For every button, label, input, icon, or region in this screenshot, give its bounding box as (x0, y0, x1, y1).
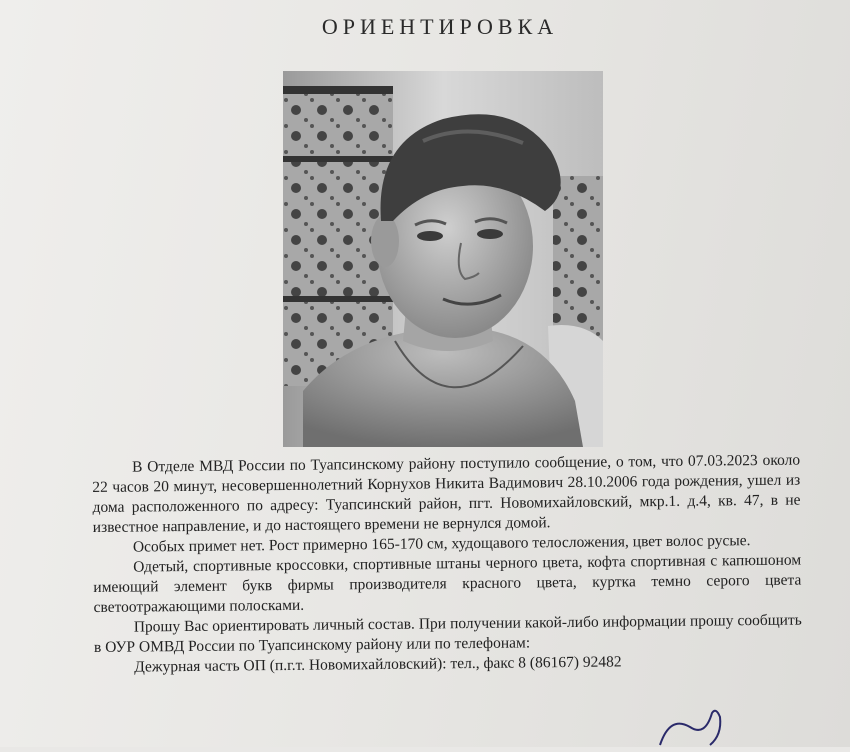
paragraph-incident: В Отделе МВД России по Туапсинскому району поступило сообщение, о том, что 07.03.2023 около 22 часов 20 минут, несовершеннолетний Корнухов Никита Вадимович 28.10.2006 года рождения, ушел из дома расположенного по адресу: Туапсинский район, пгт. Новомихайловский, мкр.1. д.4, кв. 47, в не известное направление, и до настоящего времени не вернулся домой. (92, 451, 801, 536)
missing-person-photo (283, 71, 603, 447)
paragraph-clothing: Одетый, спортивные кроссовки, спортивные штаны черного цвета, кофта спортивная с капюшоном имеющий элемент букв фирмы производителя красного цвета, куртка темно серого цвета светоотражающими полосками. (93, 551, 802, 616)
paragraph-contact: Дежурная часть ОП (п.г.т. Новомихайловский): тел., факс 8 (86167) 92482 (134, 653, 622, 676)
notice-body (92, 451, 802, 678)
paragraph-description: Особых примет нет. Рост примерно 165-170 см, худощавого телосложения, цвет волос русые. (132, 532, 751, 556)
signature (650, 705, 730, 752)
document-title: ОРИЕНТИРОВКА (321, 14, 559, 39)
paragraph-request: Прошу Вас ориентировать личный состав. При получении какой-либо информации прошу сообщить в ОУР ОМВД России по Туапсинскому району или по телефонам: (93, 611, 802, 656)
